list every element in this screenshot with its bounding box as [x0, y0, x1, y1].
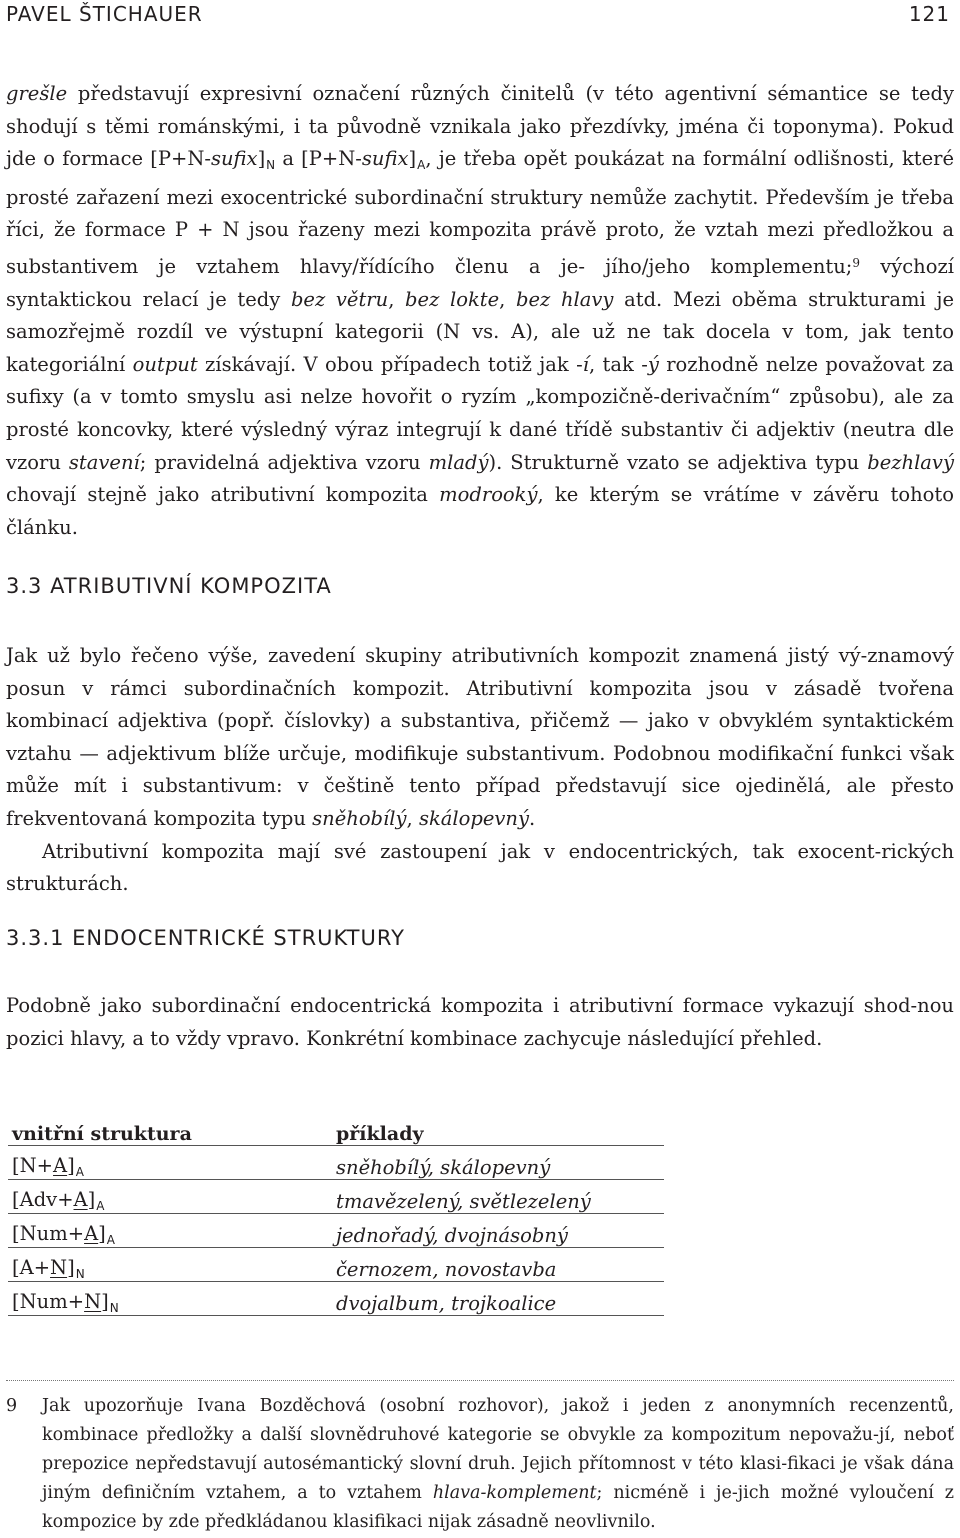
text-run: chovají stejně jako atributivní kompozita [6, 483, 440, 507]
footnote-text [42, 1392, 954, 1537]
text-run: ] [408, 147, 417, 171]
footnote-divider [6, 1380, 954, 1381]
paragraph-2 [6, 640, 954, 901]
structure-head: A [73, 1188, 88, 1211]
text-run: získávají. V obou případech totiž jak - [197, 352, 583, 376]
text-run: ] [257, 147, 266, 171]
structure-part: ] [98, 1222, 106, 1245]
structure-part: [Num+ [12, 1290, 85, 1313]
term-italic: bezhlavý [867, 450, 954, 474]
table-row [8, 1180, 664, 1214]
structure-cell [8, 1214, 332, 1248]
term-italic: sněhobílý [312, 806, 407, 830]
text-run: Jak už bylo řečeno výše, zavedení skupiny atributivních kompozit znamená jistý vý-znamový posun v rámci subordinačních kompozit. Atributivní kompozita jsou v zásadě tvořena kombinací adjektiva (popř. číslovky) a substantiva, přičemž — jako v obvyklém syntaktickém vztahu — adjektivum blíže určuje, modifikuje substantivum. Podobnou modifikační funkci však může mít i substantivum: v češtině tento případ představují sice ojedinělá, ale přesto frekventovaná kompozita typu [6, 644, 954, 830]
paragraph-2b: Atributivní kompozita mají své zastoupení jak v endocentrických, tak exocent-rických strukturách. [6, 839, 954, 896]
text-run: . [529, 806, 536, 830]
column-header-examples: příklady [332, 1112, 664, 1146]
term-italic: í [582, 352, 589, 376]
structure-cell [8, 1282, 332, 1316]
term-italic: stavení [68, 450, 140, 474]
page-number: 121 [908, 2, 950, 26]
term-italic: sufix [361, 147, 409, 171]
table-header-row [8, 1112, 664, 1146]
paragraph-3: Podobně jako subordinační endocentrická kompozita i atributivní formace vykazují shod-nou pozici hlavy, a to vždy vpravo. Konkrétní kombinace zachycuje následující přehled. [6, 994, 954, 1050]
text-run: ; nicméně i je-jich možné vyloučení z kompozice by zde předkládanou klasifikaci nijak zásadně neovlivnilo. [42, 1483, 955, 1532]
text-run: představují expresivní označení různých činitelů (v této agentivní sémantice se tedy shodují s těmi románskými, i ta původně vznikala jako přezdívky, jména či toponyma). Pokud jde o formace [P+N- [6, 82, 954, 171]
subscript: A [96, 1199, 105, 1213]
paragraph-2a [6, 640, 954, 836]
structure-cell [8, 1146, 332, 1180]
structure-cell [8, 1180, 332, 1214]
structure-part: ] [87, 1188, 96, 1211]
structure-head: A [84, 1222, 99, 1245]
section-heading-3-3: 3.3 ATRIBUTIVNÍ KOMPOZITA [6, 574, 332, 598]
footnote-number: 9 [6, 1396, 18, 1416]
structure-part: [Adv+ [12, 1188, 74, 1211]
examples-cell: černozem, novostavba [332, 1248, 664, 1282]
term-italic: bez větru [290, 287, 389, 311]
subscript: A [417, 158, 426, 173]
term-italic: mladý [428, 450, 489, 474]
subscript: N [266, 158, 276, 173]
text-run: , tak - [588, 352, 648, 376]
subscript: N [109, 1301, 119, 1315]
text-run: , [388, 287, 406, 311]
footnote-ref[interactable]: 9 [852, 255, 860, 270]
structure-part: [A+ [12, 1256, 51, 1279]
text-run: výchozí syntaktickou relací je tedy [6, 254, 954, 311]
examples-cell: dvojalbum, trojkoalice [332, 1282, 664, 1316]
subscript: A [106, 1233, 115, 1247]
term-italic: hlava-komplement [432, 1483, 597, 1503]
term-italic: skálopevný [418, 806, 529, 830]
text-run: a [P+N- [275, 147, 362, 171]
text-run: jího/jeho komplementu; [605, 254, 853, 278]
text-run: , je třeba opět poukázat na formální odlišnosti, které prosté zařazení mezi exocentrické subordinační struktury nemůže zachytit. Především je třeba říci, že formace P + N jsou řazeny mezi kompozita právě proto, že vztah mezi předložkou a substantivem je vztahem hlavy/řídícího členu a je- [6, 147, 954, 278]
running-head-author: PAVEL ŠTICHAUER [6, 2, 203, 26]
text-run: ). Strukturně vzato se adjektiva typu [488, 450, 868, 474]
structure-table [8, 1112, 664, 1316]
table-row [8, 1248, 664, 1282]
text-run: , ke kterým se vrátíme v závěru tohoto článku. [6, 483, 954, 539]
examples-cell: jednořadý, dvojnásobný [332, 1214, 664, 1248]
structure-part: ] [67, 1154, 75, 1177]
paragraph-1 [6, 78, 954, 544]
term-italic: sufix [210, 147, 258, 171]
term-italic: ý [647, 352, 659, 376]
text-run: rozhodně nelze považovat za sufixy (a v tomto smyslu asi nelze hovořit o ryzím „kompozičně-derivačním“ způsobu), ale za prosté koncovky, které výsledný výraz integrují k dané třídě substantiv či adjektiv (neutra dle vzoru [6, 352, 955, 474]
structure-part: ] [101, 1290, 109, 1313]
structure-part: [Num+ [12, 1222, 85, 1245]
term-italic: bez hlavy [516, 287, 614, 311]
column-header-structure: vnitřní struktura [8, 1112, 332, 1146]
page-header [6, 2, 950, 32]
section-heading-3-3-1: 3.3.1 ENDOCENTRICKÉ STRUKTURY [6, 926, 405, 950]
structure-head: N [84, 1290, 102, 1313]
table-row [8, 1146, 664, 1180]
subscript: N [75, 1267, 85, 1281]
structure-part: ] [67, 1256, 75, 1279]
term-italic: modrooký [439, 483, 538, 507]
structure-head: N [50, 1256, 68, 1279]
table-row [8, 1282, 664, 1316]
structure-head: A [53, 1154, 68, 1177]
structure-cell [8, 1248, 332, 1282]
text-run: ; pravidelná adjektiva vzoru [139, 450, 429, 474]
term-italic: output [132, 352, 198, 376]
examples-cell: sněhobílý, skálopevný [332, 1146, 664, 1180]
table-row [8, 1214, 664, 1248]
text-run: atd. Mezi oběma strukturami je samozřejmě rozdíl ve výstupní kategorii (N vs. A), ale už ne tak docela v tom, jak tento kategoriální [6, 287, 954, 376]
term-italic: bez lokte [405, 287, 500, 311]
structure-part: [N+ [12, 1154, 54, 1177]
text-run: , [406, 806, 419, 830]
term-italic: grešle [6, 82, 68, 105]
examples-cell: tmavězelený, světlezelený [332, 1180, 664, 1214]
text-run: Jak upozorňuje Ivana Bozděchová (osobní rozhovor), jakož i jeden z anonymních recenzentů, kombinace předložky a další slovnědruhové kategorie se obvykle za kompozitum nepovažu-jí, neboť prepozice nepředstavují autosémantický slovní druh. Jejich přítomnost v této klasi-fikaci je však dána jiným definičním vztahem, a to vztahem [42, 1396, 954, 1503]
subscript: A [75, 1165, 84, 1179]
text-run: , [499, 287, 517, 311]
